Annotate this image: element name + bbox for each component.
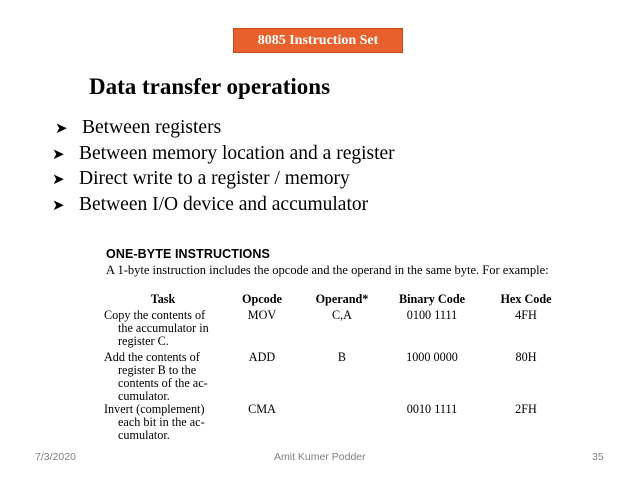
arrow-bullet-icon: ➤ <box>52 197 65 214</box>
section-badge: 8085 Instruction Set <box>233 28 403 53</box>
column-header-opcode: Opcode <box>242 291 282 306</box>
column-header-hex: Hex Code <box>500 291 552 306</box>
opcode-cell: CMA <box>248 402 276 416</box>
figure-heading: ONE-BYTE INSTRUCTIONS <box>106 247 270 261</box>
task-cell: Add the contents of register B to the contents of the ac- cumulator. <box>104 350 208 403</box>
bullet-item: ➤ Between memory location and a register <box>52 141 395 167</box>
slide-title: Data transfer operations <box>89 74 331 99</box>
hex-cell: 4FH <box>515 308 537 322</box>
task-cell: Invert (complement) each bit in the ac- cumulator. <box>104 402 205 442</box>
bullet-item: ➤ Between I/O device and accumulator <box>52 192 395 218</box>
task-cell: Copy the contents of the accumulator in register C. <box>104 308 209 348</box>
binary-cell: 0100 1111 <box>406 308 458 322</box>
operand-cell: B <box>337 350 347 364</box>
column-header-operand: Operand* <box>315 291 369 306</box>
table-row <box>104 403 570 443</box>
arrow-bullet-icon: ➤ <box>52 146 65 163</box>
operand-cell: C,A <box>332 308 352 322</box>
page-number: 35 <box>592 451 604 463</box>
hex-cell: 2FH <box>515 402 537 416</box>
table-header-row <box>104 289 570 309</box>
hex-cell: 80H <box>515 350 537 364</box>
bullet-item: ➤ Between registers <box>52 115 395 141</box>
table-row <box>104 309 570 351</box>
column-header-task: Task <box>150 291 176 306</box>
opcode-cell: ADD <box>248 350 276 364</box>
table-row <box>104 351 570 403</box>
bullet-list <box>52 115 395 217</box>
footer-author: Amit Kumer Podder <box>274 451 366 463</box>
opcode-cell: MOV <box>247 308 277 322</box>
arrow-bullet-icon: ➤ <box>52 172 65 188</box>
bullet-item: ➤ Direct write to a register / memory <box>52 166 395 192</box>
operand-cell <box>302 403 382 443</box>
footer-date: 7/3/2020 <box>35 451 76 463</box>
binary-cell: 0010 1111 <box>406 402 458 416</box>
instruction-table <box>104 289 570 443</box>
column-header-binary: Binary Code <box>398 291 466 306</box>
arrow-bullet-icon: ➤ <box>55 121 68 137</box>
binary-cell: 1000 0000 <box>406 350 458 364</box>
figure-intro: A 1-byte instruction includes the opcode and the operand in the same byte. For example: <box>106 263 549 277</box>
